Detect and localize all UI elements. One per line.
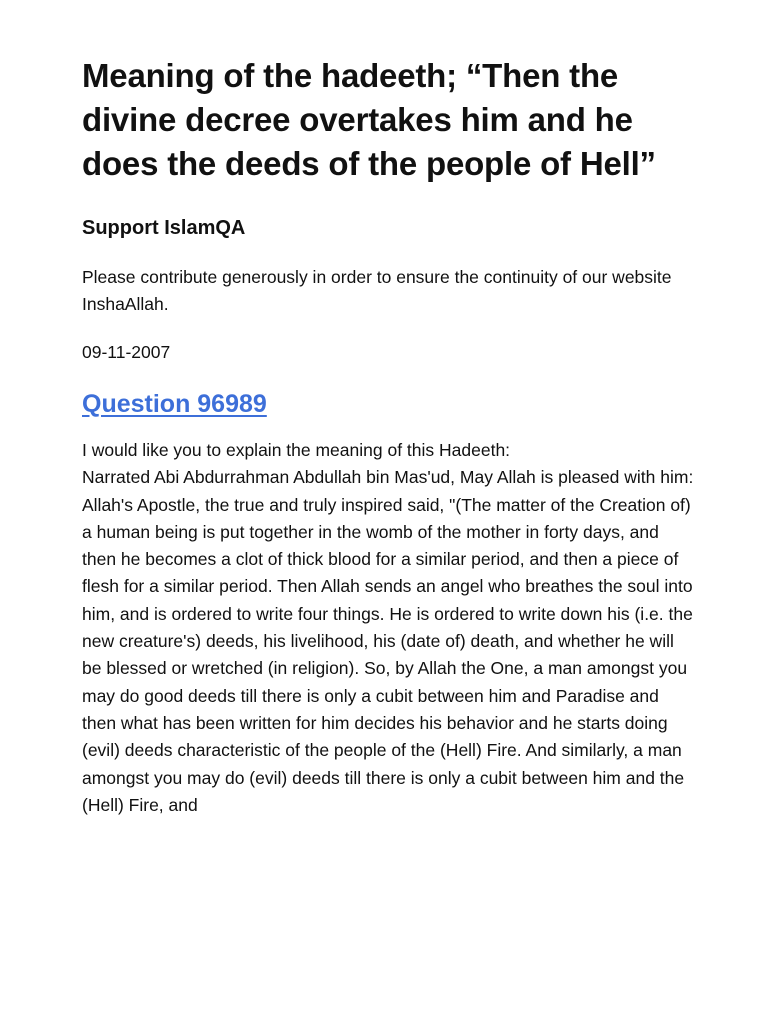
publish-date: 09-11-2007 <box>82 342 171 362</box>
question-paragraph: I would like you to explain the meaning of this Hadeeth: <box>82 440 511 460</box>
page-title: Meaning of the hadeeth; “Then the divine decree overtakes him and he does the deeds of the people of Hell” <box>82 57 656 182</box>
question-paragraph: Allah's Apostle, the true and truly inspired said, "(The matter of the Creation of) a human being is put together in the womb of the mother in forty days, and then he becomes a clot of thick blood for a similar period, and then a piece of flesh for a similar period. Then Allah sends an angel who breathes the soul into him, and is ordered to write four things. He is ordered to write down his (i.e. the new creature's) deeds, his livelihood, his (date of) death, and whether he will be blessed or wretched (in religion). So, by Allah the One, a man amongst you may do good deeds till there is only a cubit between him and Paradise and then what has been written for him decides his behavior and he starts doing (evil) deeds characteristic of the people of the (Hell) Fire. And similarly, a man amongst you may do (evil) deeds till there is only a cubit between him and the (Hell) Fire, and <box>82 494 693 815</box>
support-text: Please contribute generously in order to ensure the continuity of our website InshaAllah. <box>82 267 672 314</box>
question-body <box>82 437 694 819</box>
article <box>82 54 702 819</box>
question-paragraph: Narrated Abi Abdurrahman Abdullah bin Mas'ud, May Allah is pleased with him: <box>82 467 694 488</box>
support-heading: Support IslamQA <box>82 217 246 239</box>
question-link[interactable]: Question 96989 <box>82 390 267 418</box>
